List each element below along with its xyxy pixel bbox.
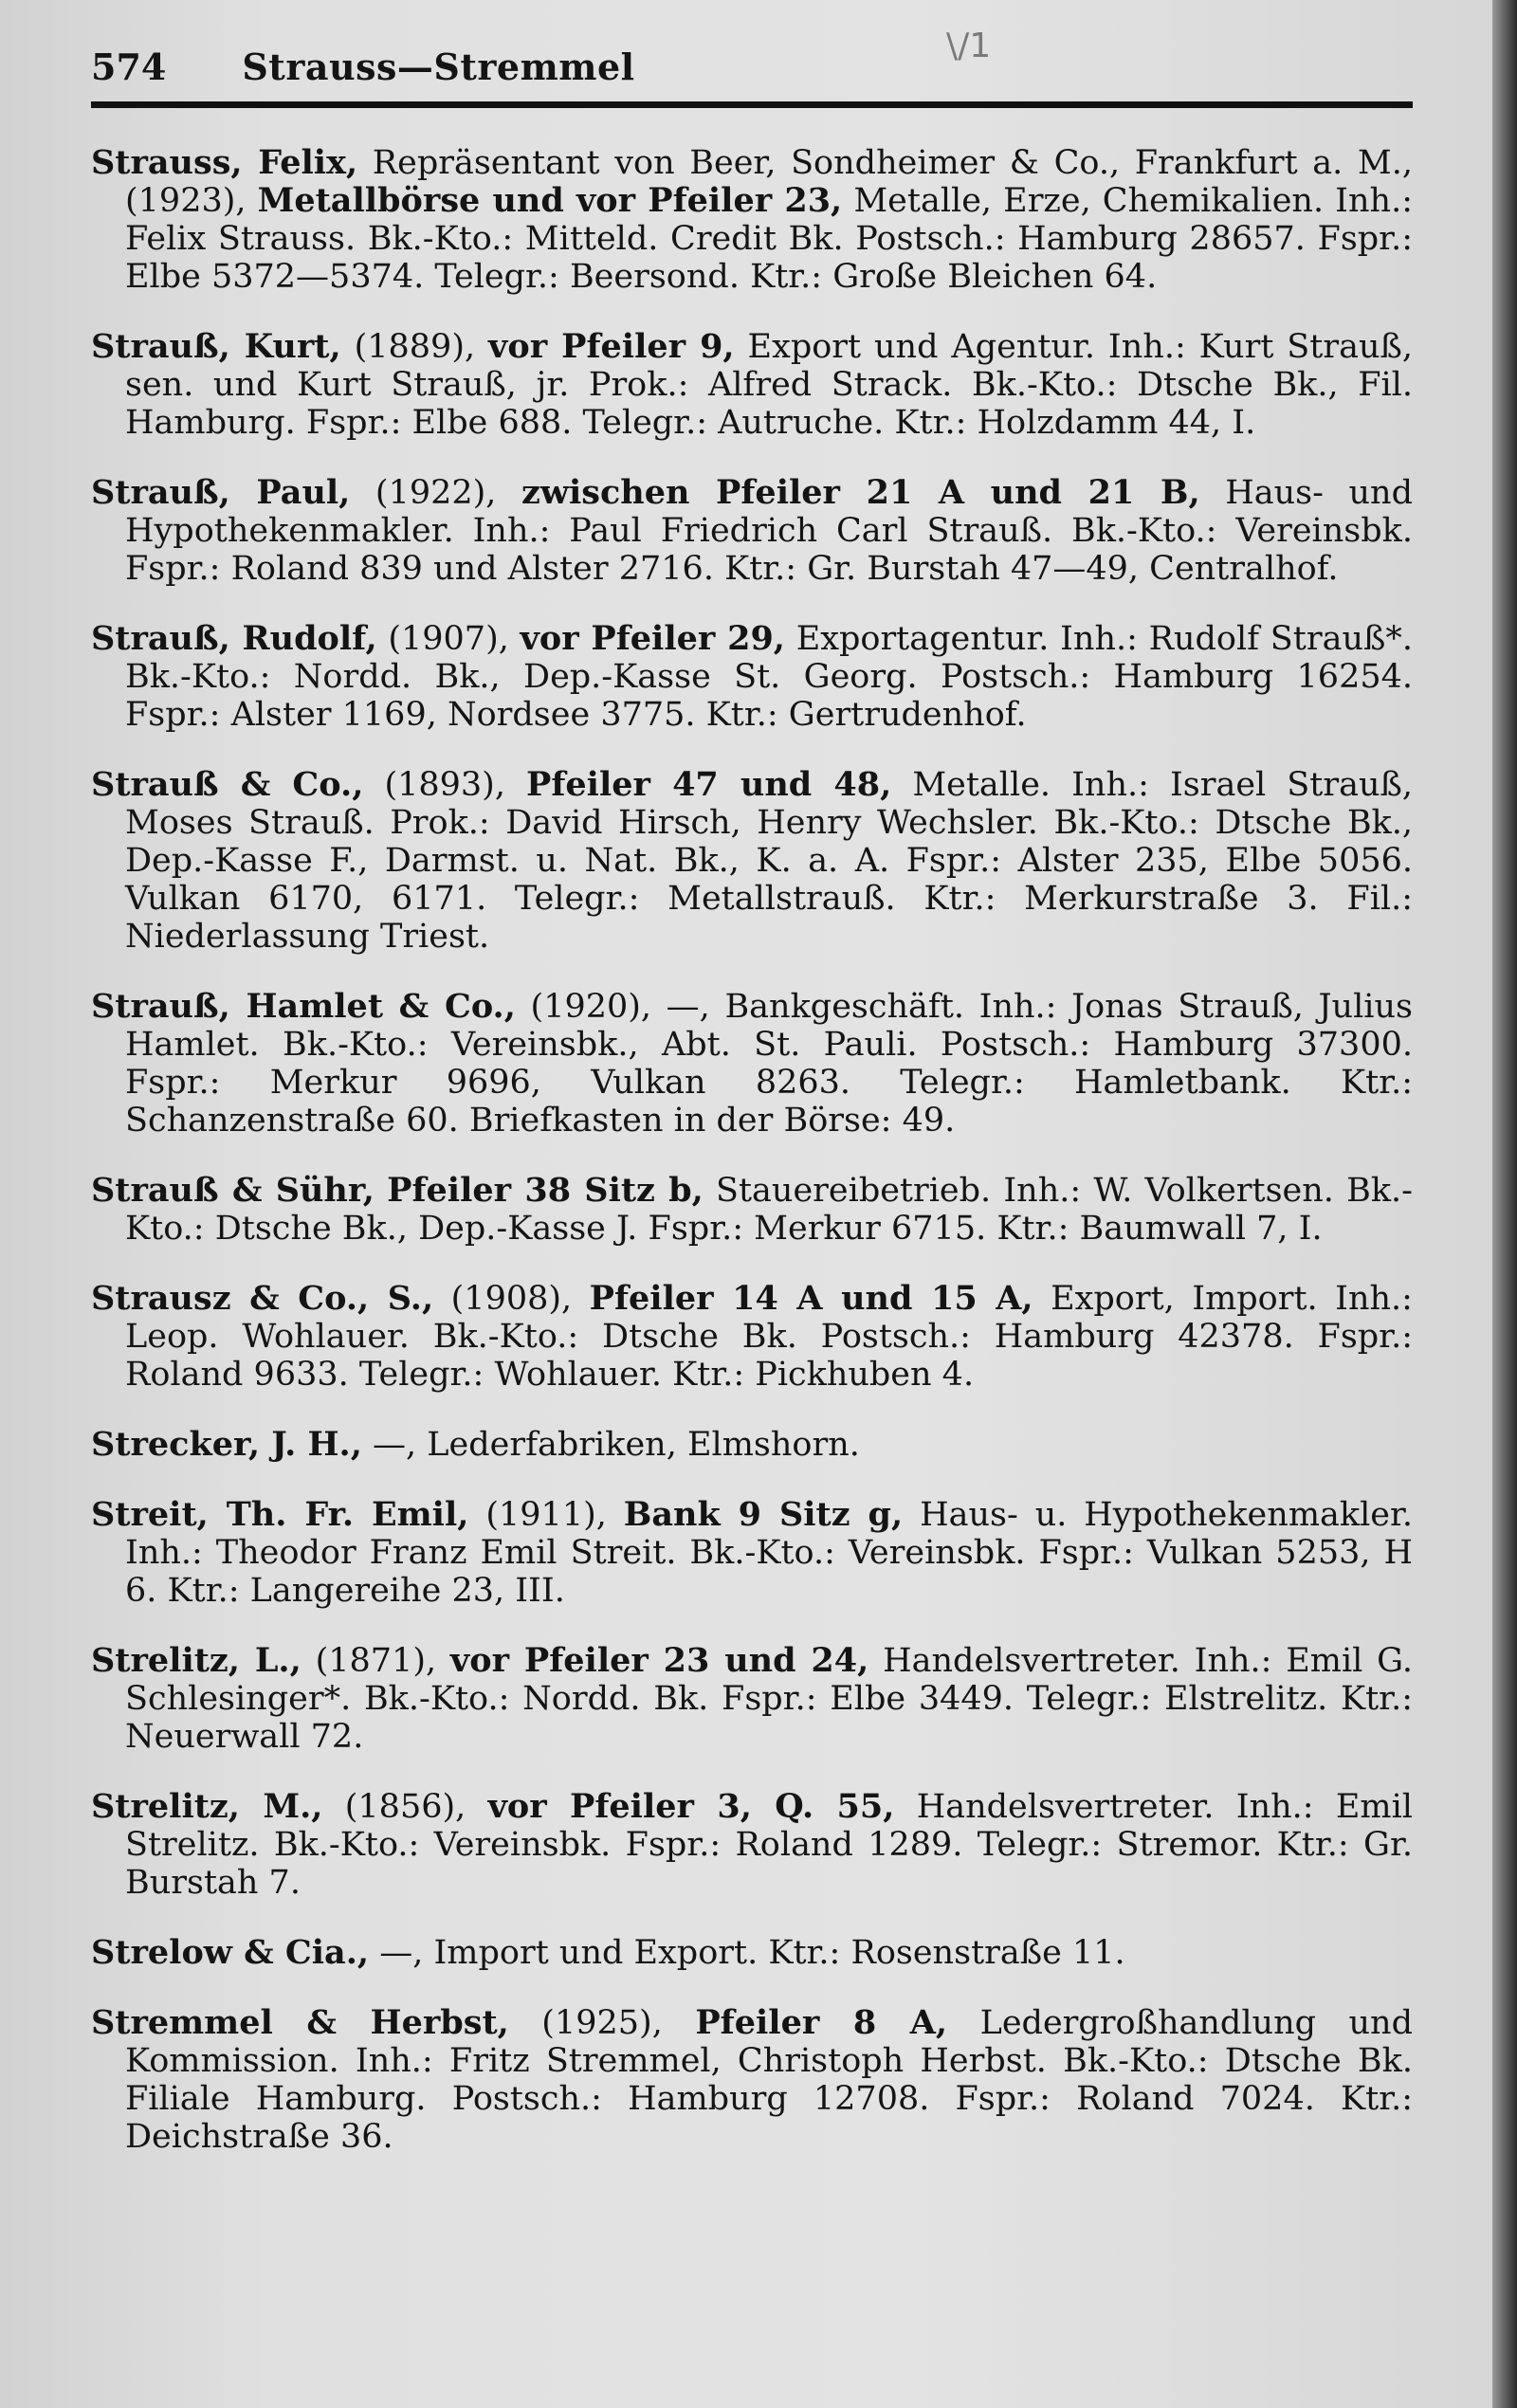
entry-name: Strecker, J. H., <box>91 1425 362 1464</box>
entry-details: Export, Import. Inh.: Leop. Wohlauer. Bk.-Kto.: Dtsche Bk. Postsch.: Hamburg 42378. Fspr.: Roland 9633. Telegr.: Wohlauer. Ktr.: Pickhuben 4. <box>125 1280 1413 1394</box>
entry-founding: (1920), —, <box>515 988 725 1026</box>
entry-founding: (1893), <box>363 766 527 804</box>
entry-founding: (1908), <box>433 1280 590 1318</box>
entry-founding: —, <box>361 1426 428 1464</box>
directory-entry <box>91 1496 1413 1610</box>
entry-founding: (1925), <box>508 2004 696 2042</box>
entry-details: Lederfabriken, Elmshorn. <box>427 1426 860 1464</box>
directory-entry <box>91 620 1413 734</box>
running-title: Strauss—Stremmel <box>242 46 635 88</box>
directory-entry <box>91 1426 1413 1464</box>
entry-name: Strausz & Co., S., <box>91 1279 434 1318</box>
directory-entry <box>91 1642 1413 1756</box>
entry-details: Handelsvertreter. Inh.: Emil Strelitz. Bk.-Kto.: Vereinsbk. Fspr.: Roland 1289. Telegr.: Stremor. Ktr.: Gr. Burstah 7. <box>125 1788 1413 1902</box>
directory-entry <box>91 2004 1413 2156</box>
entry-details: Ledergroßhandlung und Kommission. Inh.: Fritz Stremmel, Christoph Herbst. Bk.-Kto.: Dtsche Bk. Filiale Hamburg. Postsch.: Hamburg 12708. Fspr.: Roland 7024. Ktr.: Deichstraße 36. <box>125 2004 1414 2156</box>
entry-name: Strauß, Kurt, <box>91 327 341 366</box>
entry-name: Strelitz, L., <box>91 1641 302 1680</box>
entry-exchange-location: Pfeiler 8 A, <box>695 2003 948 2042</box>
directory-entry <box>91 144 1413 296</box>
page-edge-shadow <box>1492 0 1517 2408</box>
directory-entry <box>91 1172 1413 1248</box>
directory-entry <box>91 766 1413 956</box>
entry-name: Strauß, Paul, <box>91 473 351 512</box>
entry-exchange-location: Bank 9 Sitz g, <box>623 1495 904 1534</box>
page-header <box>91 46 1413 108</box>
entry-name: Strauß, Hamlet & Co., <box>91 987 516 1026</box>
directory-entry <box>91 1788 1413 1902</box>
entry-details: Import und Export. Ktr.: Rosenstraße 11. <box>433 1934 1125 1972</box>
entry-details: Handelsvertreter. Inh.: Emil G. Schlesinger*. Bk.-Kto.: Nordd. Bk. Fspr.: Elbe 3449. Telegr.: Elstrelitz. Ktr.: Neuerwall 72. <box>125 1642 1413 1756</box>
entry-name: Strauß, Rudolf, <box>91 619 377 658</box>
entry-exchange-location: Metallbörse und vor Pfeiler 23, <box>257 181 843 220</box>
pencil-margin-mark: \/1 <box>946 27 992 65</box>
page-number: 574 <box>91 46 167 88</box>
directory-entry <box>91 988 1413 1140</box>
entry-founding: (1922), <box>350 474 521 512</box>
entry-details: Bankgeschäft. Inh.: Jonas Strauß, Julius Hamlet. Bk.-Kto.: Vereinsbk., Abt. St. Pauli. Postsch.: Hamburg 37300. Fspr.: Merkur 9696, Vulkan 8263. Telegr.: Hamletbank. Ktr.: Schanzenstraße 60. Briefkasten in der Börse: 49. <box>125 988 1413 1140</box>
entry-name: Strauß & Sühr, <box>91 1171 375 1210</box>
directory-entry <box>91 1934 1413 1972</box>
entry-details: Haus- und Hypothekenmakler. Inh.: Paul Friedrich Carl Strauß. Bk.-Kto.: Vereinsbk. Fspr.: Roland 839 und Alster 2716. Ktr.: Gr. Burstah 47—49, Centralhof. <box>125 474 1413 588</box>
directory-entry <box>91 328 1413 442</box>
entry-name: Strauß & Co., <box>91 765 364 804</box>
entry-exchange-location: Pfeiler 14 A und 15 A, <box>589 1279 1033 1318</box>
entry-exchange-location: Pfeiler 47 und 48, <box>526 765 892 804</box>
entry-details: Metalle, Erze, Chemikalien. Inh.: Felix Strauss. Bk.-Kto.: Mitteld. Credit Bk. Postsch.: Hamburg 28657. Fspr.: Elbe 5372—5374. Telegr.: Beersond. Ktr.: Große Bleichen 64. <box>125 182 1413 296</box>
entry-exchange-location: vor Pfeiler 3, Q. 55, <box>487 1787 895 1826</box>
entry-founding: (1907), <box>376 620 521 658</box>
entry-name: Streit, Th. Fr. Emil, <box>91 1495 469 1534</box>
entry-name: Strelitz, M., <box>91 1787 323 1826</box>
entry-exchange-location: Pfeiler 38 Sitz b, <box>387 1171 704 1210</box>
entry-details: Export und Agentur. Inh.: Kurt Strauß, sen. und Kurt Strauß, jr. Prok.: Alfred Strack. Bk.-Kto.: Dtsche Bk., Fil. Hamburg. Fspr.: Elbe 688. Telegr.: Autruche. Ktr.: Holzdamm 44, I. <box>125 328 1413 442</box>
entry-details: Haus- u. Hypothekenmakler. Inh.: Theodor Franz Emil Streit. Bk.-Kto.: Vereinsbk. Fspr.: Vulkan 5253, H 6. Ktr.: Langereihe 23, III. <box>125 1496 1413 1610</box>
directory-entry <box>91 474 1413 588</box>
entry-name: Strelow & Cia., <box>91 1933 370 1972</box>
directory-entry <box>91 1280 1413 1394</box>
entry-founding: Repräsentant von Beer, Sondheimer & Co., Frankfurt a. M., (1923), <box>125 144 1413 220</box>
entry-founding: (1871), <box>301 1642 450 1680</box>
entry-founding: —, <box>369 1934 434 1972</box>
entry-exchange-location: vor Pfeiler 29, <box>520 619 785 658</box>
entry-founding: (1911), <box>468 1496 624 1534</box>
entry-founding: (1856), <box>322 1788 488 1826</box>
directory-entries <box>91 144 1413 2156</box>
entry-exchange-location: zwischen Pfeiler 21 A und 21 B, <box>521 473 1200 512</box>
entry-name: Strauss, Felix, <box>91 143 358 182</box>
entry-details: Exportagentur. Inh.: Rudolf Strauß*. Bk.-Kto.: Nordd. Bk., Dep.-Kasse St. Georg. Postsch.: Hamburg 16254. Fspr.: Alster 1169, Nordsee 3775. Ktr.: Gertrudenhof. <box>125 620 1413 734</box>
entry-exchange-location: vor Pfeiler 9, <box>488 327 735 366</box>
entry-details: Metalle. Inh.: Israel Strauß, Moses Strauß. Prok.: David Hirsch, Henry Wechsler. Bk.-Kto.: Dtsche Bk., Dep.-Kasse F., Darmst. u. Nat. Bk., K. a. A. Fspr.: Alster 235, Elbe 5056. Vulkan 6170, 6171. Telegr.: Metallstrauß. Ktr.: Merkurstraße 3. Fil.: Niederlassung Triest. <box>125 766 1413 956</box>
entry-name: Stremmel & Herbst, <box>91 2003 509 2042</box>
entry-founding: (1889), <box>340 328 489 366</box>
entry-exchange-location: vor Pfeiler 23 und 24, <box>449 1641 869 1680</box>
entry-founding <box>375 1172 387 1210</box>
entry-details: Stauereibetrieb. Inh.: W. Volkertsen. Bk.-Kto.: Dtsche Bk., Dep.-Kasse J. Fspr.: Merkur 6715. Ktr.: Baumwall 7, I. <box>125 1172 1413 1248</box>
